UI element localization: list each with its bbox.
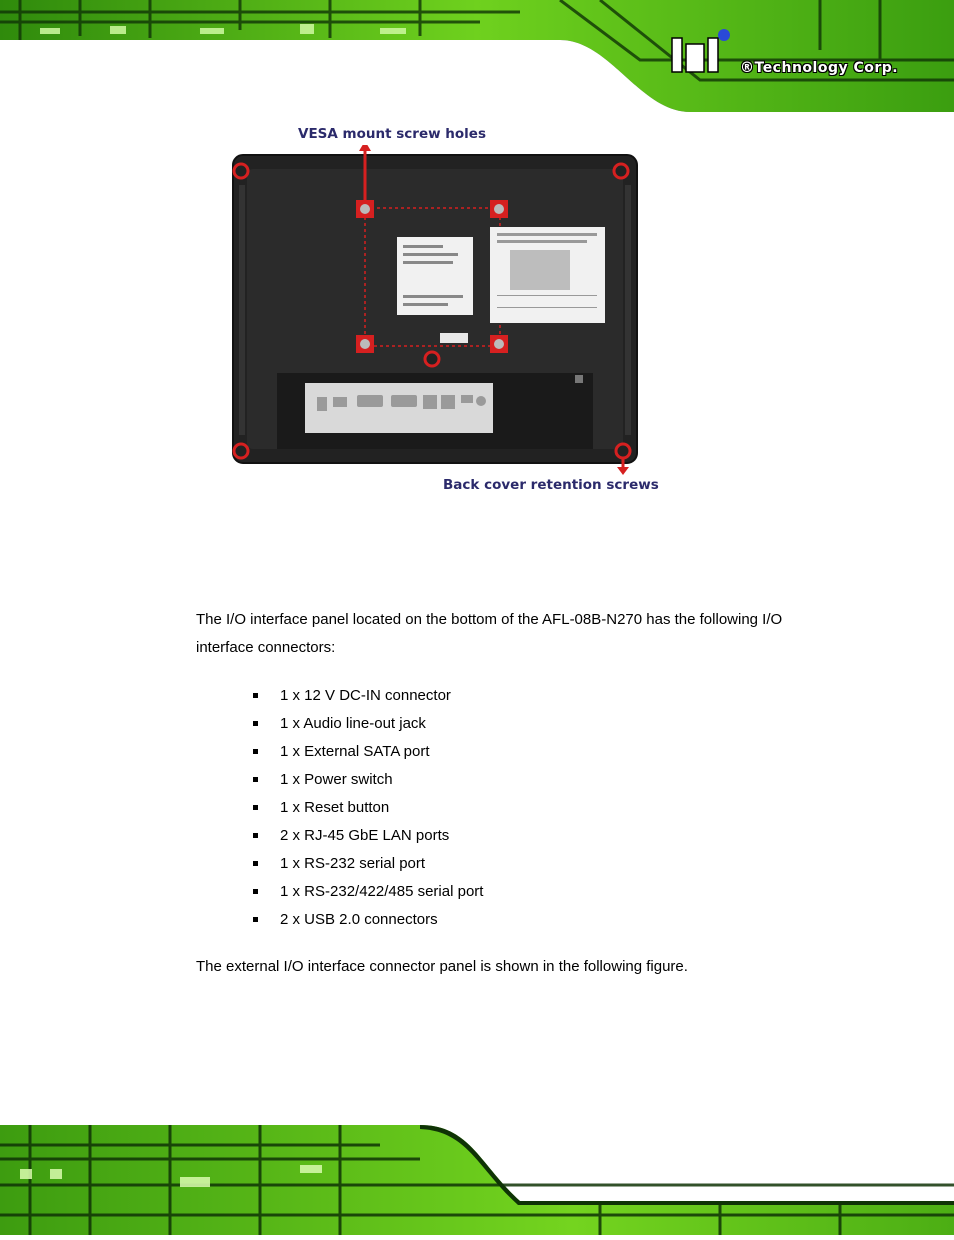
list-item: 1 x 12 V DC-IN connector: [252, 682, 483, 710]
bullet-square-icon: [253, 777, 258, 782]
list-item: 1 x Audio line-out jack: [252, 710, 483, 738]
list-item: 1 x External SATA port: [252, 738, 483, 766]
device-rear-graphic: [225, 145, 645, 475]
bullet-square-icon: [253, 693, 258, 698]
list-item: 1 x Reset button: [252, 794, 483, 822]
bullet-square-icon: [253, 861, 258, 866]
header-banner: [0, 0, 954, 112]
callout-retention-screws: Back cover retention screws: [443, 477, 659, 493]
bullet-square-icon: [253, 721, 258, 726]
bullet-square-icon: [253, 917, 258, 922]
device-rear-view-figure: [225, 145, 645, 475]
list-item: 2 x RJ-45 GbE LAN ports: [252, 822, 483, 850]
bullet-square-icon: [253, 889, 258, 894]
circuit-board-header-graphic: [0, 0, 954, 112]
closing-paragraph: The external I/O interface connector panel is shown in the following figure.: [196, 958, 688, 975]
list-item: 1 x RS-232/422/485 serial port: [252, 878, 483, 906]
intro-line-2: interface connectors:: [196, 639, 336, 656]
bullet-square-icon: [253, 749, 258, 754]
footer-banner: [0, 1125, 954, 1235]
list-item: 1 x Power switch: [252, 766, 483, 794]
intro-paragraph: [196, 606, 836, 662]
brand-text: ®Technology Corp.: [740, 60, 899, 76]
intro-line-1: The I/O interface panel located on the bottom of the AFL-08B-N270 has the following I/O: [196, 611, 783, 628]
io-panel: [305, 383, 493, 433]
list-item: 1 x RS-232 serial port: [252, 850, 483, 878]
circuit-board-footer-graphic: [0, 1125, 954, 1235]
bullet-square-icon: [253, 833, 258, 838]
connector-list: [252, 682, 483, 934]
list-item: 2 x USB 2.0 connectors: [252, 906, 483, 934]
bullet-square-icon: [253, 805, 258, 810]
callout-vesa-mount: VESA mount screw holes: [298, 126, 486, 142]
